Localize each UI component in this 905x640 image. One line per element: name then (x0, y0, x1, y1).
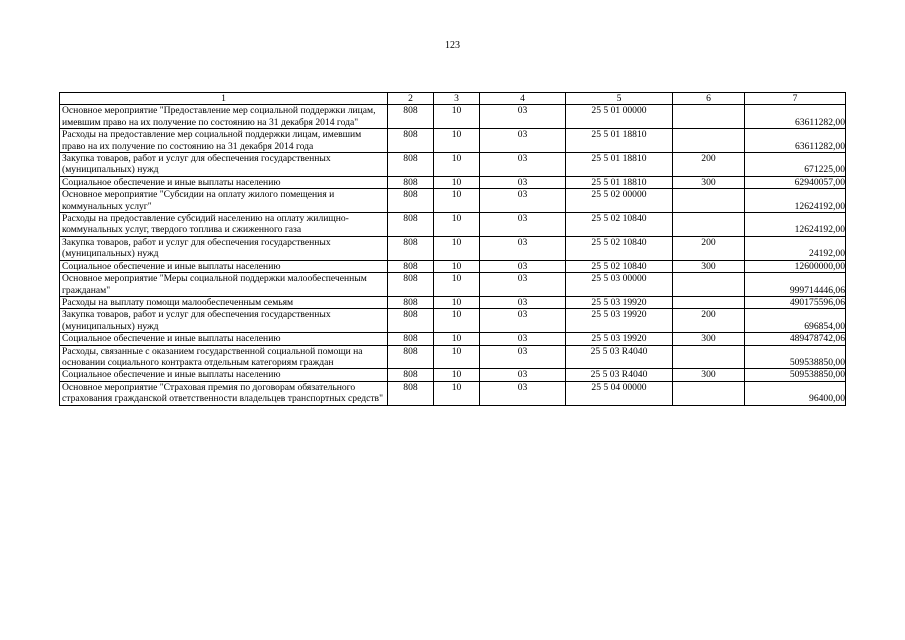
cell-code-6: 300 (673, 176, 745, 188)
cell-name: Расходы на выплату помощи малообеспеченным семьям (60, 296, 388, 308)
cell-amount: 63611282,00 (745, 105, 846, 129)
cell-code-3: 10 (434, 213, 480, 237)
cell-code-4: 03 (480, 296, 566, 308)
cell-amount: 509538850,00 (745, 345, 846, 369)
cell-name: Основное мероприятие "Предоставление мер социальной поддержки лицам, имевшим право на их получение по состоянию на 31 декабря 2014 года" (60, 105, 388, 129)
cell-code-5: 25 5 02 10840 (566, 260, 673, 272)
cell-code-3: 10 (434, 189, 480, 213)
cell-amount: 999714446,06 (745, 273, 846, 297)
cell-code-3: 10 (434, 176, 480, 188)
cell-code-2: 808 (388, 176, 434, 188)
cell-amount: 12624192,00 (745, 213, 846, 237)
cell-code-3: 10 (434, 153, 480, 177)
table-row (60, 260, 846, 272)
cell-code-6 (673, 273, 745, 297)
table-row (60, 189, 846, 213)
cell-amount: 509538850,00 (745, 369, 846, 381)
cell-code-2: 808 (388, 273, 434, 297)
cell-code-6: 300 (673, 260, 745, 272)
header-cell: 7 (745, 93, 846, 105)
cell-code-3: 10 (434, 309, 480, 333)
cell-code-2: 808 (388, 345, 434, 369)
header-cell: 3 (434, 93, 480, 105)
cell-code-4: 03 (480, 381, 566, 405)
header-cell: 4 (480, 93, 566, 105)
table-row (60, 333, 846, 345)
cell-code-4: 03 (480, 273, 566, 297)
cell-name: Основное мероприятие "Субсидии на оплату жилого помещения и коммунальных услуг" (60, 189, 388, 213)
cell-code-5: 25 5 03 19920 (566, 309, 673, 333)
cell-code-4: 03 (480, 105, 566, 129)
cell-amount: 12600000,00 (745, 260, 846, 272)
cell-code-5: 25 5 03 R4040 (566, 345, 673, 369)
cell-code-5: 25 5 03 R4040 (566, 369, 673, 381)
cell-code-5: 25 5 02 10840 (566, 213, 673, 237)
cell-code-3: 10 (434, 369, 480, 381)
cell-code-6: 200 (673, 153, 745, 177)
cell-code-4: 03 (480, 189, 566, 213)
table-row (60, 153, 846, 177)
cell-code-5: 25 5 01 18810 (566, 153, 673, 177)
cell-code-6 (673, 296, 745, 308)
table-row (60, 236, 846, 260)
cell-code-2: 808 (388, 333, 434, 345)
cell-code-6 (673, 129, 745, 153)
cell-code-6 (673, 213, 745, 237)
cell-code-3: 10 (434, 296, 480, 308)
table-row (60, 213, 846, 237)
cell-code-2: 808 (388, 381, 434, 405)
table-row (60, 296, 846, 308)
cell-code-5: 25 5 03 19920 (566, 333, 673, 345)
cell-amount: 696854,00 (745, 309, 846, 333)
table-row (60, 176, 846, 188)
cell-code-4: 03 (480, 129, 566, 153)
cell-code-2: 808 (388, 153, 434, 177)
cell-name: Основное мероприятие "Страховая премия по договорам обязательного страхования гражданской ответственности владельцев транспортных средств" (60, 381, 388, 405)
cell-code-6 (673, 345, 745, 369)
cell-code-3: 10 (434, 381, 480, 405)
cell-code-3: 10 (434, 236, 480, 260)
cell-code-6 (673, 189, 745, 213)
cell-name: Расходы, связанные с оказанием государственной социальной помощи на основании социального контракта отдельным категориям граждан (60, 345, 388, 369)
cell-name: Закупка товаров, работ и услуг для обеспечения государственных (муниципальных) нужд (60, 153, 388, 177)
cell-code-2: 808 (388, 213, 434, 237)
cell-code-5: 25 5 02 00000 (566, 189, 673, 213)
header-cell: 6 (673, 93, 745, 105)
cell-code-6 (673, 105, 745, 129)
cell-amount: 24192,00 (745, 236, 846, 260)
cell-name: Расходы на предоставление субсидий населению на оплату жилищно-коммунальных услуг, твердого топлива и сжиженного газа (60, 213, 388, 237)
cell-name: Расходы на предоставление мер социальной поддержки лицам, имевшим право на их получение по состоянию на 31 декабря 2014 года (60, 129, 388, 153)
cell-code-4: 03 (480, 213, 566, 237)
cell-code-2: 808 (388, 129, 434, 153)
cell-code-6: 200 (673, 309, 745, 333)
cell-name: Социальное обеспечение и иные выплаты населению (60, 260, 388, 272)
table-row (60, 345, 846, 369)
budget-table (59, 92, 846, 406)
cell-code-4: 03 (480, 309, 566, 333)
cell-code-4: 03 (480, 153, 566, 177)
cell-code-6 (673, 381, 745, 405)
table-row (60, 369, 846, 381)
page-number: 123 (445, 40, 460, 51)
table-row (60, 129, 846, 153)
header-row (60, 93, 846, 105)
cell-code-5: 25 5 04 00000 (566, 381, 673, 405)
header-cell: 1 (60, 93, 388, 105)
table-row (60, 105, 846, 129)
cell-code-4: 03 (480, 333, 566, 345)
cell-name: Закупка товаров, работ и услуг для обеспечения государственных (муниципальных) нужд (60, 309, 388, 333)
cell-amount: 63611282,00 (745, 129, 846, 153)
table-row (60, 381, 846, 405)
cell-code-2: 808 (388, 236, 434, 260)
cell-name: Социальное обеспечение и иные выплаты населению (60, 369, 388, 381)
cell-code-3: 10 (434, 273, 480, 297)
table-row (60, 309, 846, 333)
cell-amount: 490175596,06 (745, 296, 846, 308)
cell-code-5: 25 5 01 00000 (566, 105, 673, 129)
cell-code-5: 25 5 01 18810 (566, 176, 673, 188)
cell-code-2: 808 (388, 309, 434, 333)
cell-amount: 671225,00 (745, 153, 846, 177)
cell-name: Основное мероприятие "Меры социальной поддержки малообеспеченным гражданам" (60, 273, 388, 297)
cell-code-6: 200 (673, 236, 745, 260)
table-row (60, 273, 846, 297)
cell-amount: 12624192,00 (745, 189, 846, 213)
cell-code-4: 03 (480, 236, 566, 260)
cell-code-4: 03 (480, 176, 566, 188)
cell-code-5: 25 5 03 00000 (566, 273, 673, 297)
cell-code-2: 808 (388, 105, 434, 129)
cell-code-2: 808 (388, 369, 434, 381)
cell-name: Социальное обеспечение и иные выплаты населению (60, 176, 388, 188)
cell-code-3: 10 (434, 345, 480, 369)
cell-code-6: 300 (673, 369, 745, 381)
cell-code-2: 808 (388, 296, 434, 308)
cell-code-3: 10 (434, 129, 480, 153)
cell-code-5: 25 5 03 19920 (566, 296, 673, 308)
cell-amount: 62940057,00 (745, 176, 846, 188)
cell-code-4: 03 (480, 345, 566, 369)
cell-amount: 489478742,06 (745, 333, 846, 345)
header-cell: 5 (566, 93, 673, 105)
header-cell: 2 (388, 93, 434, 105)
cell-code-2: 808 (388, 189, 434, 213)
cell-code-5: 25 5 01 18810 (566, 129, 673, 153)
cell-name: Социальное обеспечение и иные выплаты населению (60, 333, 388, 345)
cell-code-3: 10 (434, 105, 480, 129)
cell-amount: 96400,00 (745, 381, 846, 405)
cell-code-2: 808 (388, 260, 434, 272)
cell-code-6: 300 (673, 333, 745, 345)
cell-code-4: 03 (480, 260, 566, 272)
cell-name: Закупка товаров, работ и услуг для обеспечения государственных (муниципальных) нужд (60, 236, 388, 260)
cell-code-4: 03 (480, 369, 566, 381)
cell-code-3: 10 (434, 260, 480, 272)
cell-code-5: 25 5 02 10840 (566, 236, 673, 260)
cell-code-3: 10 (434, 333, 480, 345)
